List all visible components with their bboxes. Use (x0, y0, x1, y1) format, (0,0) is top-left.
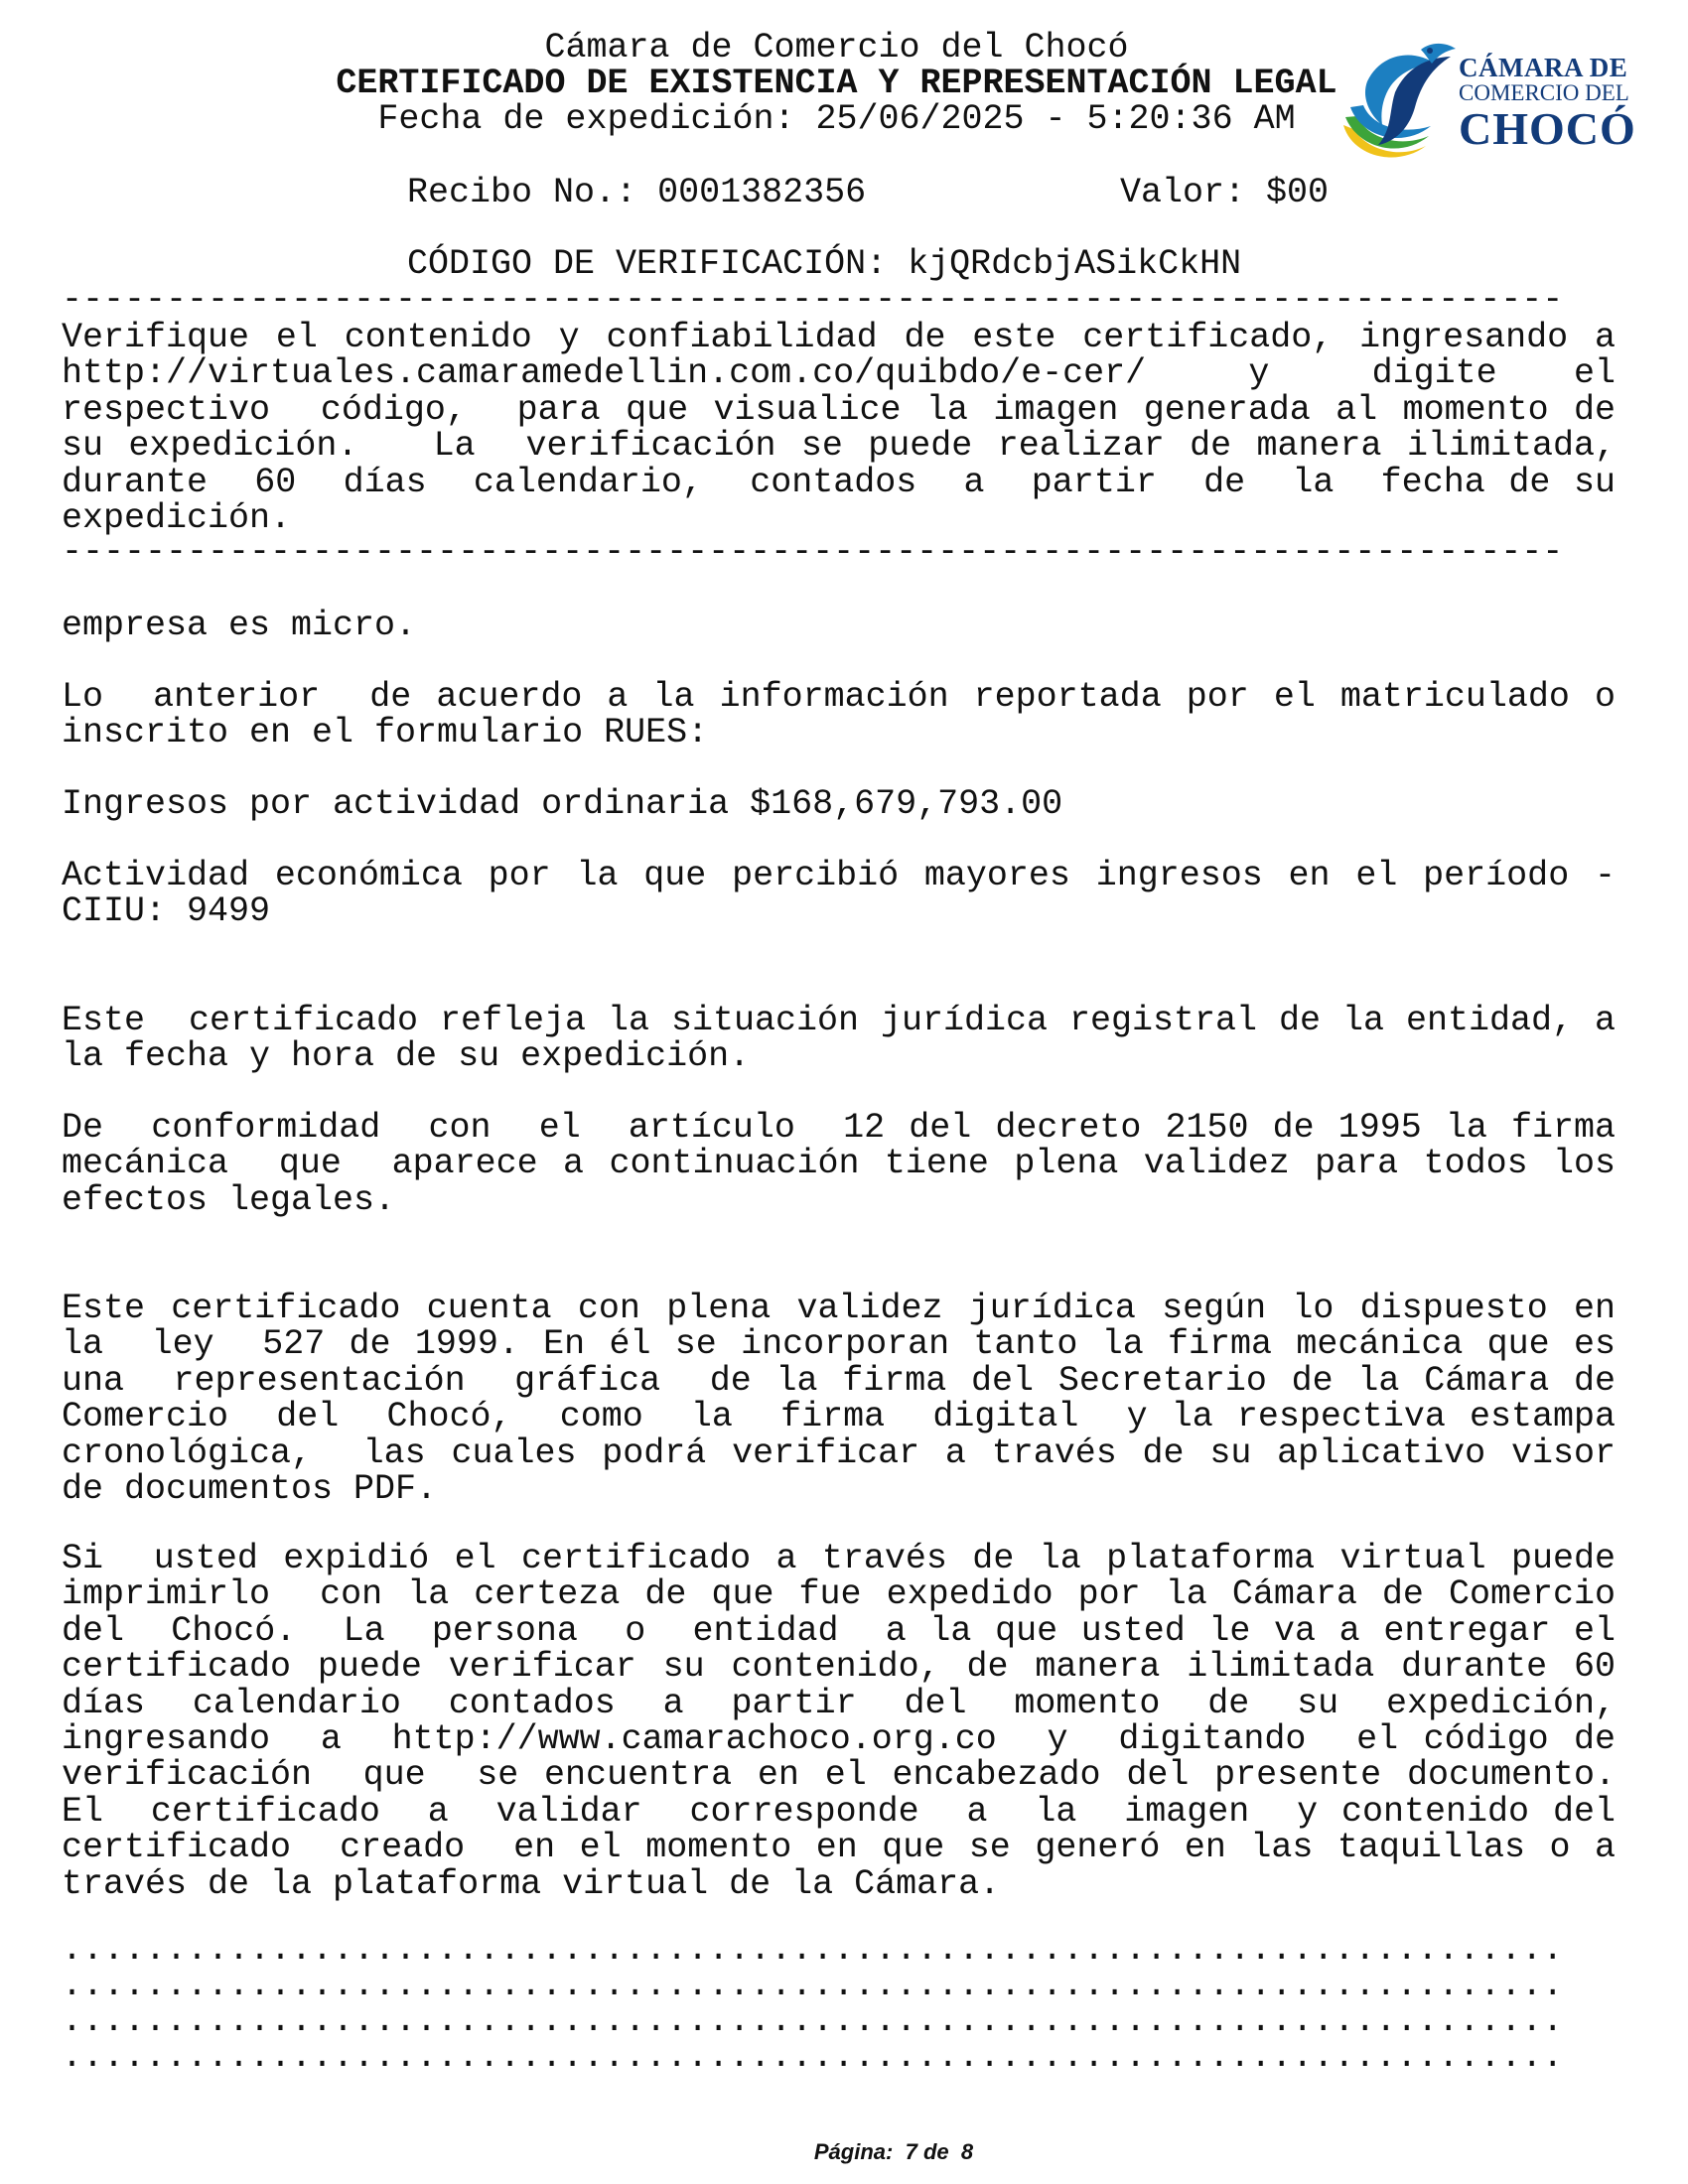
value-label: Valor: (1120, 173, 1246, 212)
certificate-header (298, 30, 1375, 137)
validity-text: Este certificado cuenta con plena validez jurídica según lo dispuesto en la ley 527 de 1999. En él se incorporan tanto la firma mecánica que es una representación gráfica de la firma del Secretario de la Cámara de Comercio del Chocó, como la firma digital y la respectiva estampa cronológica, las cuales podrá verificar a través de su aplicativo visor de documentos PDF. (62, 1289, 1637, 1510)
dashed-separator-bottom: ------------------------------------------------------------------------ (62, 534, 1564, 570)
chamber-name: Cámara de Comercio del Chocó (544, 28, 1129, 68)
income-text: Ingresos por actividad ordinaria $168,679,793.00 (62, 784, 1063, 824)
verification-code-label: CÓDIGO DE VERIFICACIÓN: (407, 244, 888, 284)
verification-code-value: kjQRdcbjASikCkHN (908, 244, 1242, 284)
issue-date-label: Fecha de expedición: (377, 99, 795, 139)
receipt-value: 0001382356 (657, 173, 867, 212)
chamber-logo-text (1459, 53, 1636, 154)
dotted-line-2: ........................................................................ (62, 1968, 1564, 2003)
document-title: CERTIFICADO DE EXISTENCIA Y REPRESENTACIÓN LEGAL (336, 64, 1337, 103)
logo-text-line2: COMERCIO DEL (1459, 80, 1629, 105)
page-label: Página: (813, 2139, 894, 2164)
chamber-logo (1326, 34, 1636, 168)
verification-code (407, 246, 1241, 282)
dotted-line-3: ........................................................................ (62, 2003, 1564, 2039)
issue-date-line (298, 101, 1375, 137)
dotted-line-4: ........................................................................ (62, 2039, 1564, 2075)
company-size-text: empresa es micro. (62, 606, 417, 645)
page-total: 8 (960, 2139, 974, 2164)
logo-text-line1: CÁMARA DE (1459, 53, 1628, 82)
dotted-line-1: ........................................................................ (62, 1932, 1564, 1968)
issue-date-value: 25/06/2025 - 5:20:36 AM (815, 99, 1296, 139)
receipt-amount (1120, 175, 1329, 210)
verification-notice: Verifique el contenido y confiabilidad de este certificado, ingresando a http://virtuales.camaramedellin.com.co/quibdo/e-cer/ y digite el respectivo código, para que visualice la imagen generada al momento de su expedición. La verificación se puede realizar de manera ilimitada, durante 60 días calendario, contados a partir de la fecha de su expedición. (62, 318, 1637, 539)
legal-status-text: Este certificado refleja la situación jurídica registral de la entidad, a la fecha y hora de su expedición. (62, 1001, 1637, 1077)
decree-text: De conformidad con el artículo 12 del decreto 2150 de 1995 la firma mecánica que aparece a continuación tiene plena validez para todos los efectos legales. (62, 1108, 1637, 1220)
page-current: 7 (905, 2139, 917, 2164)
receipt-label: Recibo No.: (407, 173, 637, 212)
page-of-label: de (922, 2139, 949, 2164)
ciiu-text: Actividad económica por la que percibió mayores ingresos en el período - CIIU: 9499 (62, 856, 1637, 932)
virtual-platform-text: Si usted expidió el certificado a través de la plataforma virtual puede imprimirlo con la certeza de que fue expedido por la Cámara de Comercio del Chocó. La persona o entidad a la que usted le va a entregar el certificado puede verificar su contenido, de manera ilimitada durante 60 días calendario contados a partir del momento de su expedición, ingresando a http://www.camarachoco.org.co y digitando el código de verificación que se encuentra en el encabezado del presente documento. El certificado a validar corresponde a la imagen y contenido del certificado creado en el momento en que se generó en las taquillas o a través de la plataforma virtual de la Cámara. (62, 1539, 1637, 1904)
chamber-logo-icon (1326, 34, 1460, 168)
receipt-number (407, 175, 866, 210)
value-amount: $00 (1266, 173, 1330, 212)
rues-intro-text: Lo anterior de acuerdo a la información reportada por el matriculado o inscrito en el formulario RUES: (62, 677, 1637, 753)
dashed-separator-top: ------------------------------------------------------------------------ (62, 282, 1564, 318)
page-number (0, 2140, 1688, 2164)
logo-text-line3: CHOCÓ (1459, 103, 1636, 154)
